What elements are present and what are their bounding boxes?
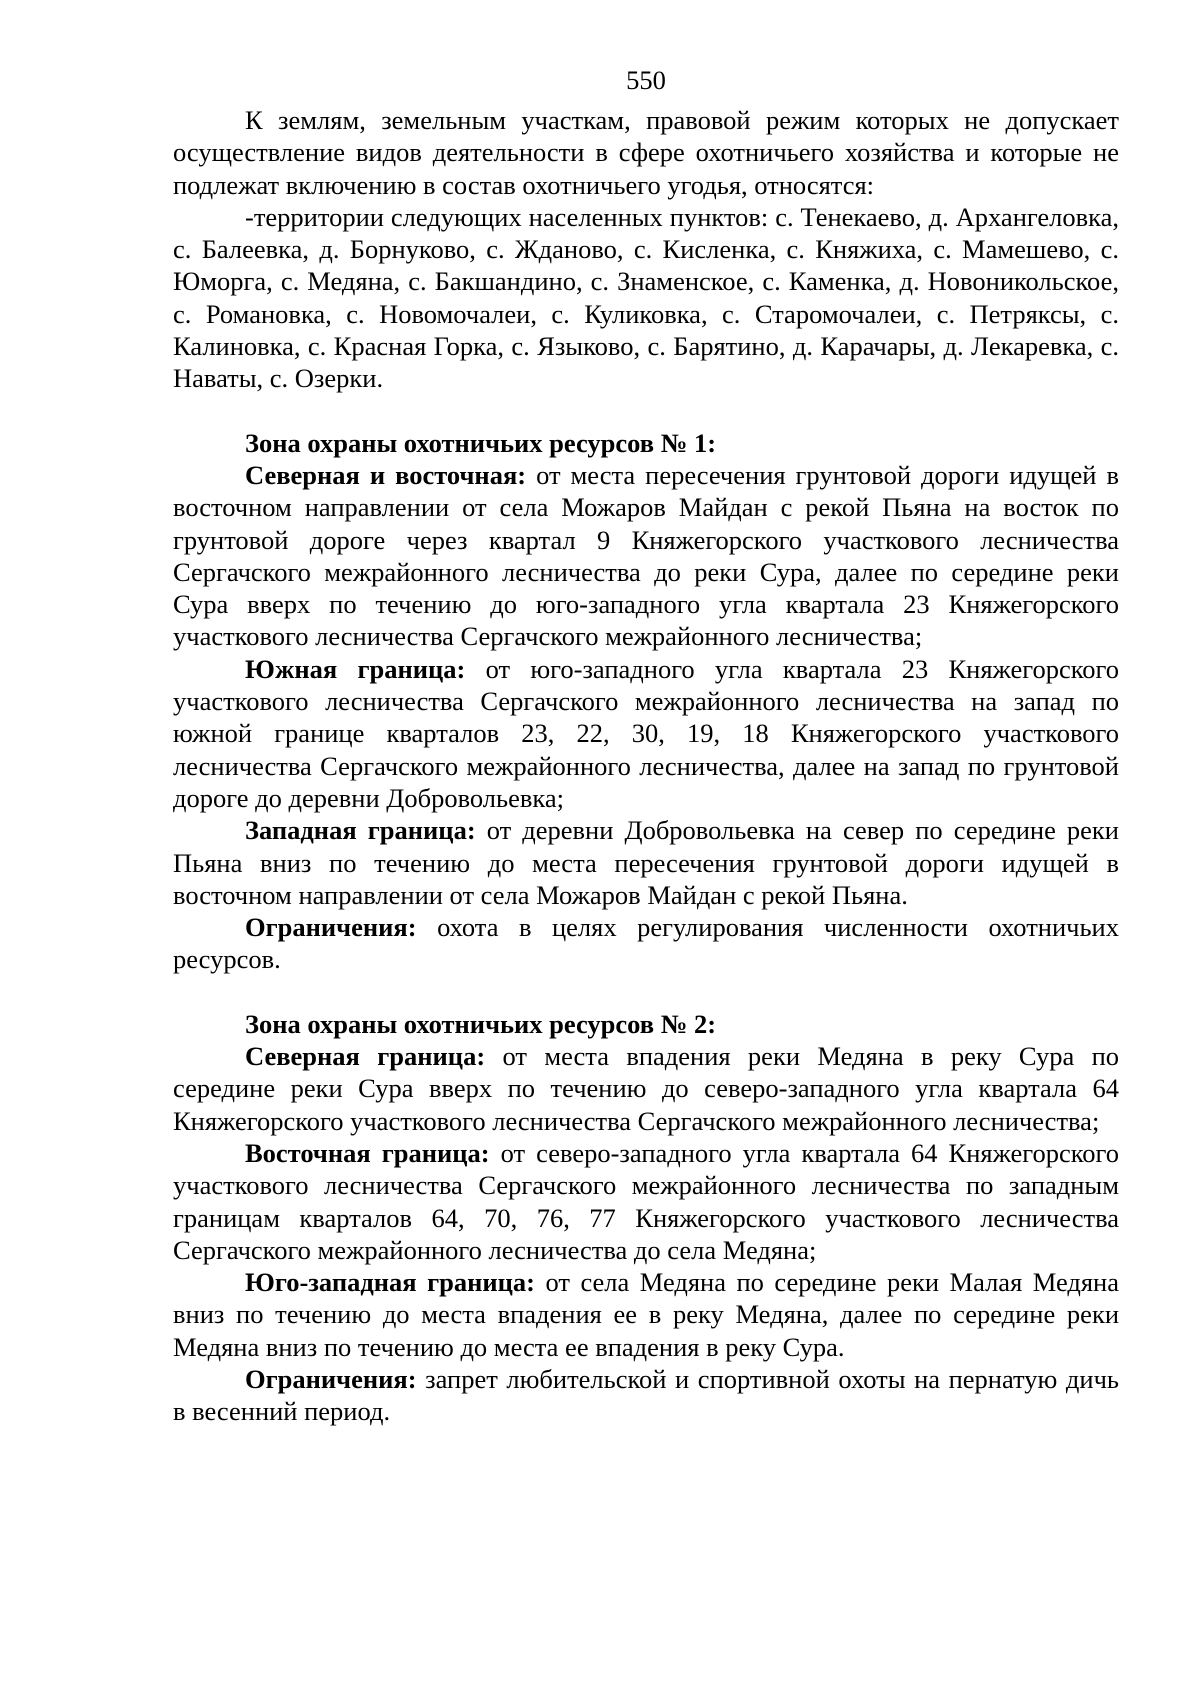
boundary-text: от деревни Добровольевка на север по середине реки Пьяна вниз по течению до места пересечения грунтовой дороги идущей в восточном направлении от села Можаров Майдан с рекой Пьяна. [173,815,1119,910]
zone-2-east-boundary [173,1137,1119,1266]
restrictions-label: Ограничения: [245,912,417,943]
boundary-text: от юго-западного угла квартала 23 Княжегорского участкового лесничества Сергачского межрайонного лесничества на запад по южной границе кварталов 23, 22, 30, 19, 18 Княжегорского участкового лесничества Сергачского межрайонного лесничества, далее на запад по грунтовой дороге до деревни Добровольевка; [173,653,1119,813]
zone-1-west-boundary [173,814,1119,911]
zone-2-title: Зона охраны охотничьих ресурсов № 2: [245,1008,717,1039]
boundary-label: Западная граница: [245,815,476,846]
section-gap [173,976,1119,1008]
restrictions-label: Ограничения: [245,1363,417,1394]
boundary-text: от места впадения реки Медяна в реку Сура по середине реки Сура вверх по течению до северо-западного угла квартала 64 Княжегорского участкового лесничества Сергачского межрайонного лесничества; [173,1041,1119,1136]
boundary-text: от северо-западного угла квартала 64 Княжегорского участкового лесничества Сергачского межрайонного лесничества по западным границам кварталов 64, 70, 76, 77 Княжегорского участкового лесничества Сергачского межрайонного лесничества до села Медяна; [173,1137,1120,1265]
zone-1-title: Зона охраны охотничьих ресурсов № 1: [245,427,717,458]
page-number: 550 [626,65,666,95]
zone-1-south-boundary [173,653,1119,814]
document-page [173,60,1119,1428]
zone-2-restrictions [173,1363,1119,1428]
boundary-text: от села Медяна по середине реки Малая Медяна вниз по течению до места впадения ее в реку Медяна, далее по середине реки Медяна вниз по течению до места ее впадения в реку Сура. [173,1267,1119,1362]
zone-2-north-boundary [173,1040,1119,1137]
boundary-label: Южная граница: [245,653,466,684]
boundary-label: Северная и восточная: [245,459,527,490]
zone-1-north-east-boundary [173,459,1119,653]
territories-paragraph: -территории следующих населенных пунктов: с. Тенекаево, д. Архангеловка, с. Балеевка, д. Борнуково, с. Жданово, с. Кисленка, с. Княжиха, с. Мамешево, с. Юморга, с. Медяна, с. Бакшандино, с. Знаменское, с. Каменка, д. Новоникольское, с. Романовка, с. Новомочалеи, с. Куликовка, с. Старомочалеи, с. Петряксы, с. Калиновка, с. Красная Горка, с. Языково, с. Барятино, д. Карачары, д. Лекаревка, с. Наваты, с. Озерки. [173,201,1119,394]
boundary-text: от места пересечения грунтовой дороги идущей в восточном направлении от села Можаров Майдан с рекой Пьяна на восток по грунтовой дороге через квартал 9 Княжегорского участкового лесничества Сергачского межрайонного лесничества до реки Сура, далее по середине реки Сура вверх по течению до юго-западного угла квартала 23 Княжегорского участкового лесничества Сергачского межрайонного лесничества; [173,459,1119,652]
section-gap [173,395,1119,427]
intro-paragraph: К землям, земельным участкам, правовой режим которых не допускает осуществление видов деятельности в сфере охотничьего хозяйства и которые не подлежат включению в состав охотничьего угодья, относятся: [173,105,1119,200]
restrictions-text: охота в целях регулирования численности охотничьих ресурсов. [173,912,1119,975]
zone-2-south-west-boundary [173,1266,1119,1363]
boundary-label: Юго-западная граница: [245,1267,535,1298]
restrictions-text: запрет любительской и спортивной охоты на пернатую дичь в весенний период. [173,1363,1119,1427]
boundary-label: Северная граница: [245,1041,486,1072]
zone-1-restrictions [173,911,1119,976]
boundary-label: Восточная граница: [245,1137,490,1168]
